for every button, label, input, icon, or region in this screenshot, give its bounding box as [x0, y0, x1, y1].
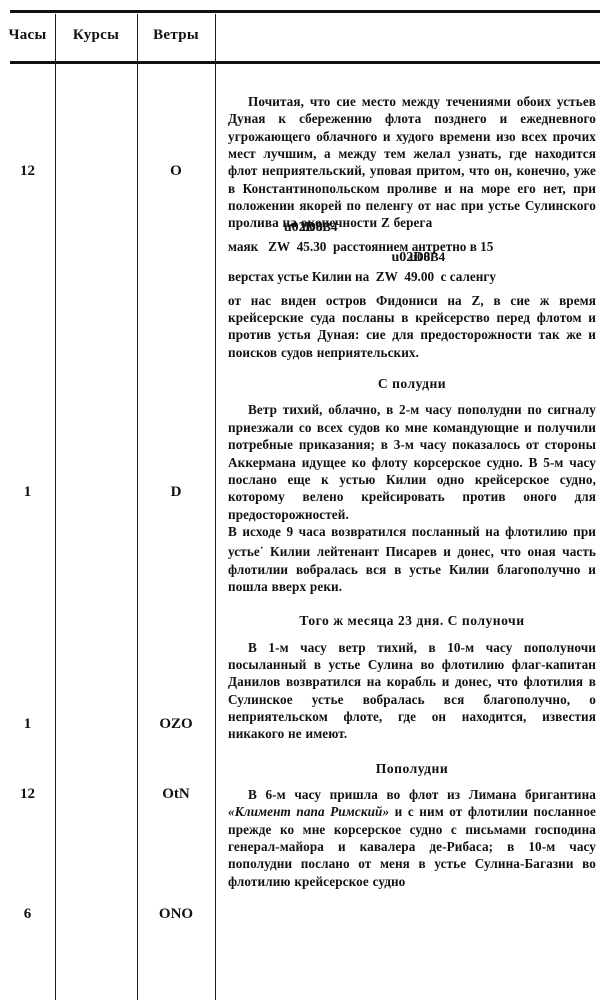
bearing-minutes: u00B4 30	[313, 232, 326, 262]
bearing-degrees: u02D8 49	[404, 262, 417, 292]
ship-name: «Климент папа Римский»	[228, 804, 390, 820]
section-gap	[228, 777, 596, 786]
column-header-hours: Часы	[8, 27, 47, 43]
bearing-separator: .	[417, 268, 421, 284]
table-row-hours-value: 12	[20, 163, 35, 179]
table-top-border	[10, 10, 600, 13]
entry-2-text-part-1: Ветр тихий, облачно, в 2-м часу пополудни по сигналу приезжали со всех судов ко мне командующие и получили потребные приказания; в 3-м часу показалось от стороны Аккермана идущее ко флоту корсерское судно. В 5-м часу послано еще к устью Килии одно крейсерское судно, которому велено крейсировать против оного для предосторожностей.	[228, 402, 596, 522]
entry-1-text: Почитая, что сие место между течениями обоих устьев Дуная к сбережению флота позднего и ежедневного угрожающего облачного и худого времени изо всех прочих мест лучшим, а между тем желал узнать, где находится флот неприятельский, уповая притом, что он, конечно, уже в Константинопольском проливе и на море его нет, при положении якорей по пеленгу от нас при устье Сулинского пролива на оконечности Z берега	[228, 94, 596, 231]
section-gap	[228, 630, 596, 639]
entry-4-text	[228, 786, 596, 890]
entry-1-bearing-line-2	[228, 262, 596, 292]
bearing-prefix-text: верстах устье Килии на	[228, 268, 370, 284]
table-row-hours-value: 6	[23, 906, 32, 922]
table-row-winds-value: OZO	[159, 716, 193, 732]
bearing-label: маяк	[228, 238, 259, 254]
bearing-direction: ZW	[268, 238, 291, 254]
entry-1-text-continued: от нас виден остров Фидониси на Z, в сие ж время крейсерские суда посланы в крейсерство перед флотом и против устья Дуная: сие для предосторожности так же и поисков судов неприятельских.	[228, 292, 596, 360]
entry-4-text-segment-b: и с ним от флотилии посланное прежде ко мне корсерское судно с письмами господина генерал-майора и кавалера де-Рибаса; в 10-м часу пополудни послано от меня в устье Сулина-Багазии во флотилию крейсерское судно	[228, 804, 597, 889]
bearing-suffix-text: с саленгу	[440, 268, 496, 284]
table-row-hours-value: 1	[23, 484, 32, 500]
table-row-winds-value: D	[170, 484, 182, 500]
bearing-separator: .	[309, 238, 314, 254]
heading-afternoon-first: С полудни	[377, 376, 447, 392]
section-gap	[228, 361, 596, 375]
column-divider-courses-winds	[137, 14, 138, 1000]
table-row-winds-value: O	[170, 163, 182, 179]
bearing-degrees: u02D8 45	[297, 232, 310, 262]
bearing-distance-text: расстоянием антретно в 15	[332, 238, 494, 254]
entry-4-text-segment-a: В 6-м часу пришла во флот из Лимана бригантина	[248, 786, 596, 802]
column-header-courses: Курсы	[72, 27, 120, 43]
section-gap	[228, 595, 596, 612]
bearing-minutes: u00B4 00	[421, 262, 434, 292]
column-divider-winds-narrative	[215, 14, 216, 1000]
column-header-winds: Ветры	[153, 27, 199, 43]
heading-day-23: Того ж месяца 23 дня. С полуночи	[299, 613, 525, 629]
table-row-hours-value: 12	[20, 786, 35, 802]
section-gap	[228, 743, 596, 760]
entry-2-text-segment-b: Килии лейтенант Писарев и донес, что оная часть флотилии вобралась вся в устье Килии благополучно и пошла вверх реки.	[228, 544, 597, 594]
entry-2-text-part-2	[228, 523, 596, 595]
bearing-direction: ZW	[375, 268, 398, 284]
entry-2-text-segment-a: В исходе 9 часа возвратился посланный на флотилию при устье	[228, 523, 596, 560]
narrative-column	[228, 93, 596, 890]
table-header-border	[10, 61, 600, 64]
table-row-winds-value: OtN	[162, 786, 190, 802]
table-row-winds-value: ONO	[158, 906, 194, 922]
table-row-hours-value: 1	[23, 716, 32, 732]
column-divider-hours-courses	[55, 14, 56, 1000]
raised-dot-mark: ·	[259, 542, 264, 555]
heading-afternoon-second: Пополудни	[375, 760, 449, 776]
entry-3-text: В 1-м часу ветр тихий, в 10-м часу пополуночи посыланный в устье Сулина во флотилию флаг-капитан Данилов возвратился на корабль и донес, что флотилия в Сулинское устье вобралась вся благополучно, о неприятельском флоте, где он находится, известия никакого не имеют.	[228, 639, 596, 742]
section-gap	[228, 392, 596, 401]
